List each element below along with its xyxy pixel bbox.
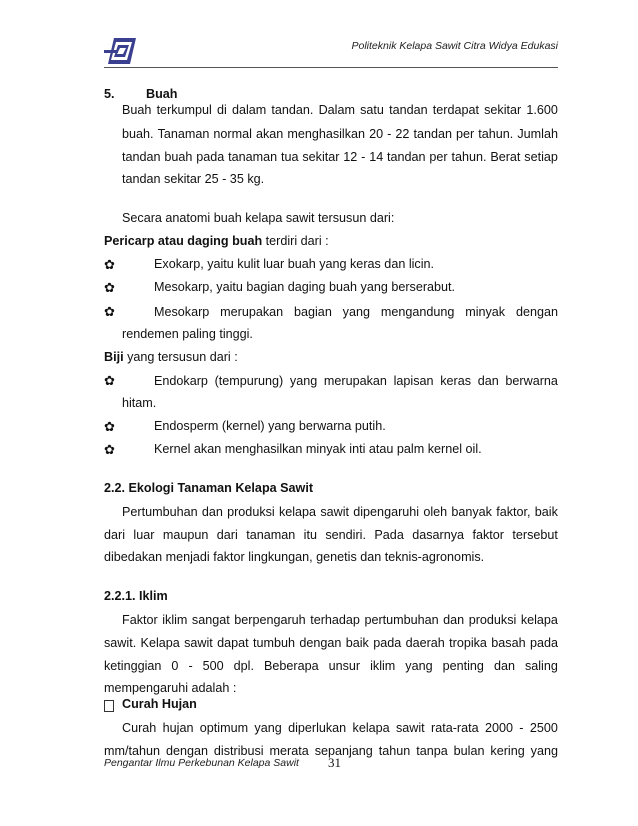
list-item: Endosperm (kernel) yang berwarna putih. [154, 419, 386, 433]
pericarp-heading: Pericarp atau daging buah terdiri dari : [104, 234, 329, 248]
flower-bullet-icon: ✿ [104, 304, 115, 319]
paragraph-line: tandan buah pada tanaman tua sekitar 12 - 14 tandan per tahun. Berat setiap [122, 150, 558, 164]
paragraph-line: buah. Tanaman normal akan menghasilkan 20 - 22 tandan per tahun. Jumlah [122, 127, 558, 141]
paragraph-line: ketinggian 0 - 500 dpl. Beberapa unsur iklim yang penting dan saling [104, 659, 558, 673]
list-item: Mesokarp merupakan bagian yang mengandung minyak dengan [154, 305, 558, 319]
subheading-curah-hujan: Curah Hujan [122, 697, 197, 711]
footer-book-title: Pengantar Ilmu Perkebunan Kelapa Sawit [104, 757, 299, 769]
paragraph-line: dibedakan menjadi faktor lingkungan, genetis dan teknis-agronomis. [104, 550, 485, 564]
page-number: 31 [328, 755, 341, 770]
flower-bullet-icon: ✿ [104, 442, 115, 457]
biji-heading: Biji yang tersusun dari : [104, 350, 238, 364]
paragraph-line: mm/tahun dengan distribusi merata sepanjang tahun tanpa bulan kering yang [104, 744, 558, 758]
section-title: Buah [146, 87, 178, 101]
flower-bullet-icon: ✿ [104, 257, 115, 272]
section-number: 5. [104, 87, 115, 101]
list-item: Endokarp (tempurung) yang merupakan lapisan keras dan berwarna [154, 374, 558, 388]
institution-logo-icon [104, 36, 138, 66]
list-item: Exokarp, yaitu kulit luar buah yang keras dan licin. [154, 257, 435, 271]
flower-bullet-icon: ✿ [104, 419, 115, 434]
list-item: Kernel akan menghasilkan minyak inti atau palm kernel oil. [154, 442, 482, 456]
paragraph-line: mempengaruhi adalah : [104, 681, 237, 695]
paragraph-line: Pertumbuhan dan produksi kelapa sawit dipengaruhi oleh banyak faktor, baik [122, 505, 558, 519]
list-item-continuation: hitam. [122, 396, 157, 410]
flower-bullet-icon: ✿ [104, 373, 115, 388]
list-item: Mesokarp, yaitu bagian daging buah yang berserabut. [154, 280, 456, 294]
square-bullet-icon [104, 700, 114, 712]
paragraph-line: Buah terkumpul di dalam tandan. Dalam satu tandan terdapat sekitar 1.600 [122, 103, 558, 117]
paragraph-line: dari luar maupun dari tanaman itu sendiri. Pada dasarnya faktor tersebut [104, 528, 558, 542]
header-divider [104, 67, 558, 68]
paragraph-line: Curah hujan optimum yang diperlukan kelapa sawit rata-rata 2000 - 2500 [122, 721, 558, 735]
section-heading: 2.2.1. Iklim [104, 589, 168, 603]
anatomy-intro: Secara anatomi buah kelapa sawit tersusun dari: [122, 211, 395, 225]
paragraph-line: Faktor iklim sangat berpengaruh terhadap pertumbuhan dan produksi kelapa [122, 613, 558, 627]
header-institution: Politeknik Kelapa Sawit Citra Widya Edukasi [351, 40, 558, 52]
list-item-continuation: rendemen paling tinggi. [122, 327, 253, 341]
paragraph-line: sawit. Kelapa sawit dapat tumbuh dengan baik pada daerah tropika basah pada [104, 636, 558, 650]
paragraph-line: tandan sekitar 25 - 35 kg. [122, 172, 265, 186]
section-heading: 2.2. Ekologi Tanaman Kelapa Sawit [104, 481, 314, 495]
flower-bullet-icon: ✿ [104, 280, 115, 295]
